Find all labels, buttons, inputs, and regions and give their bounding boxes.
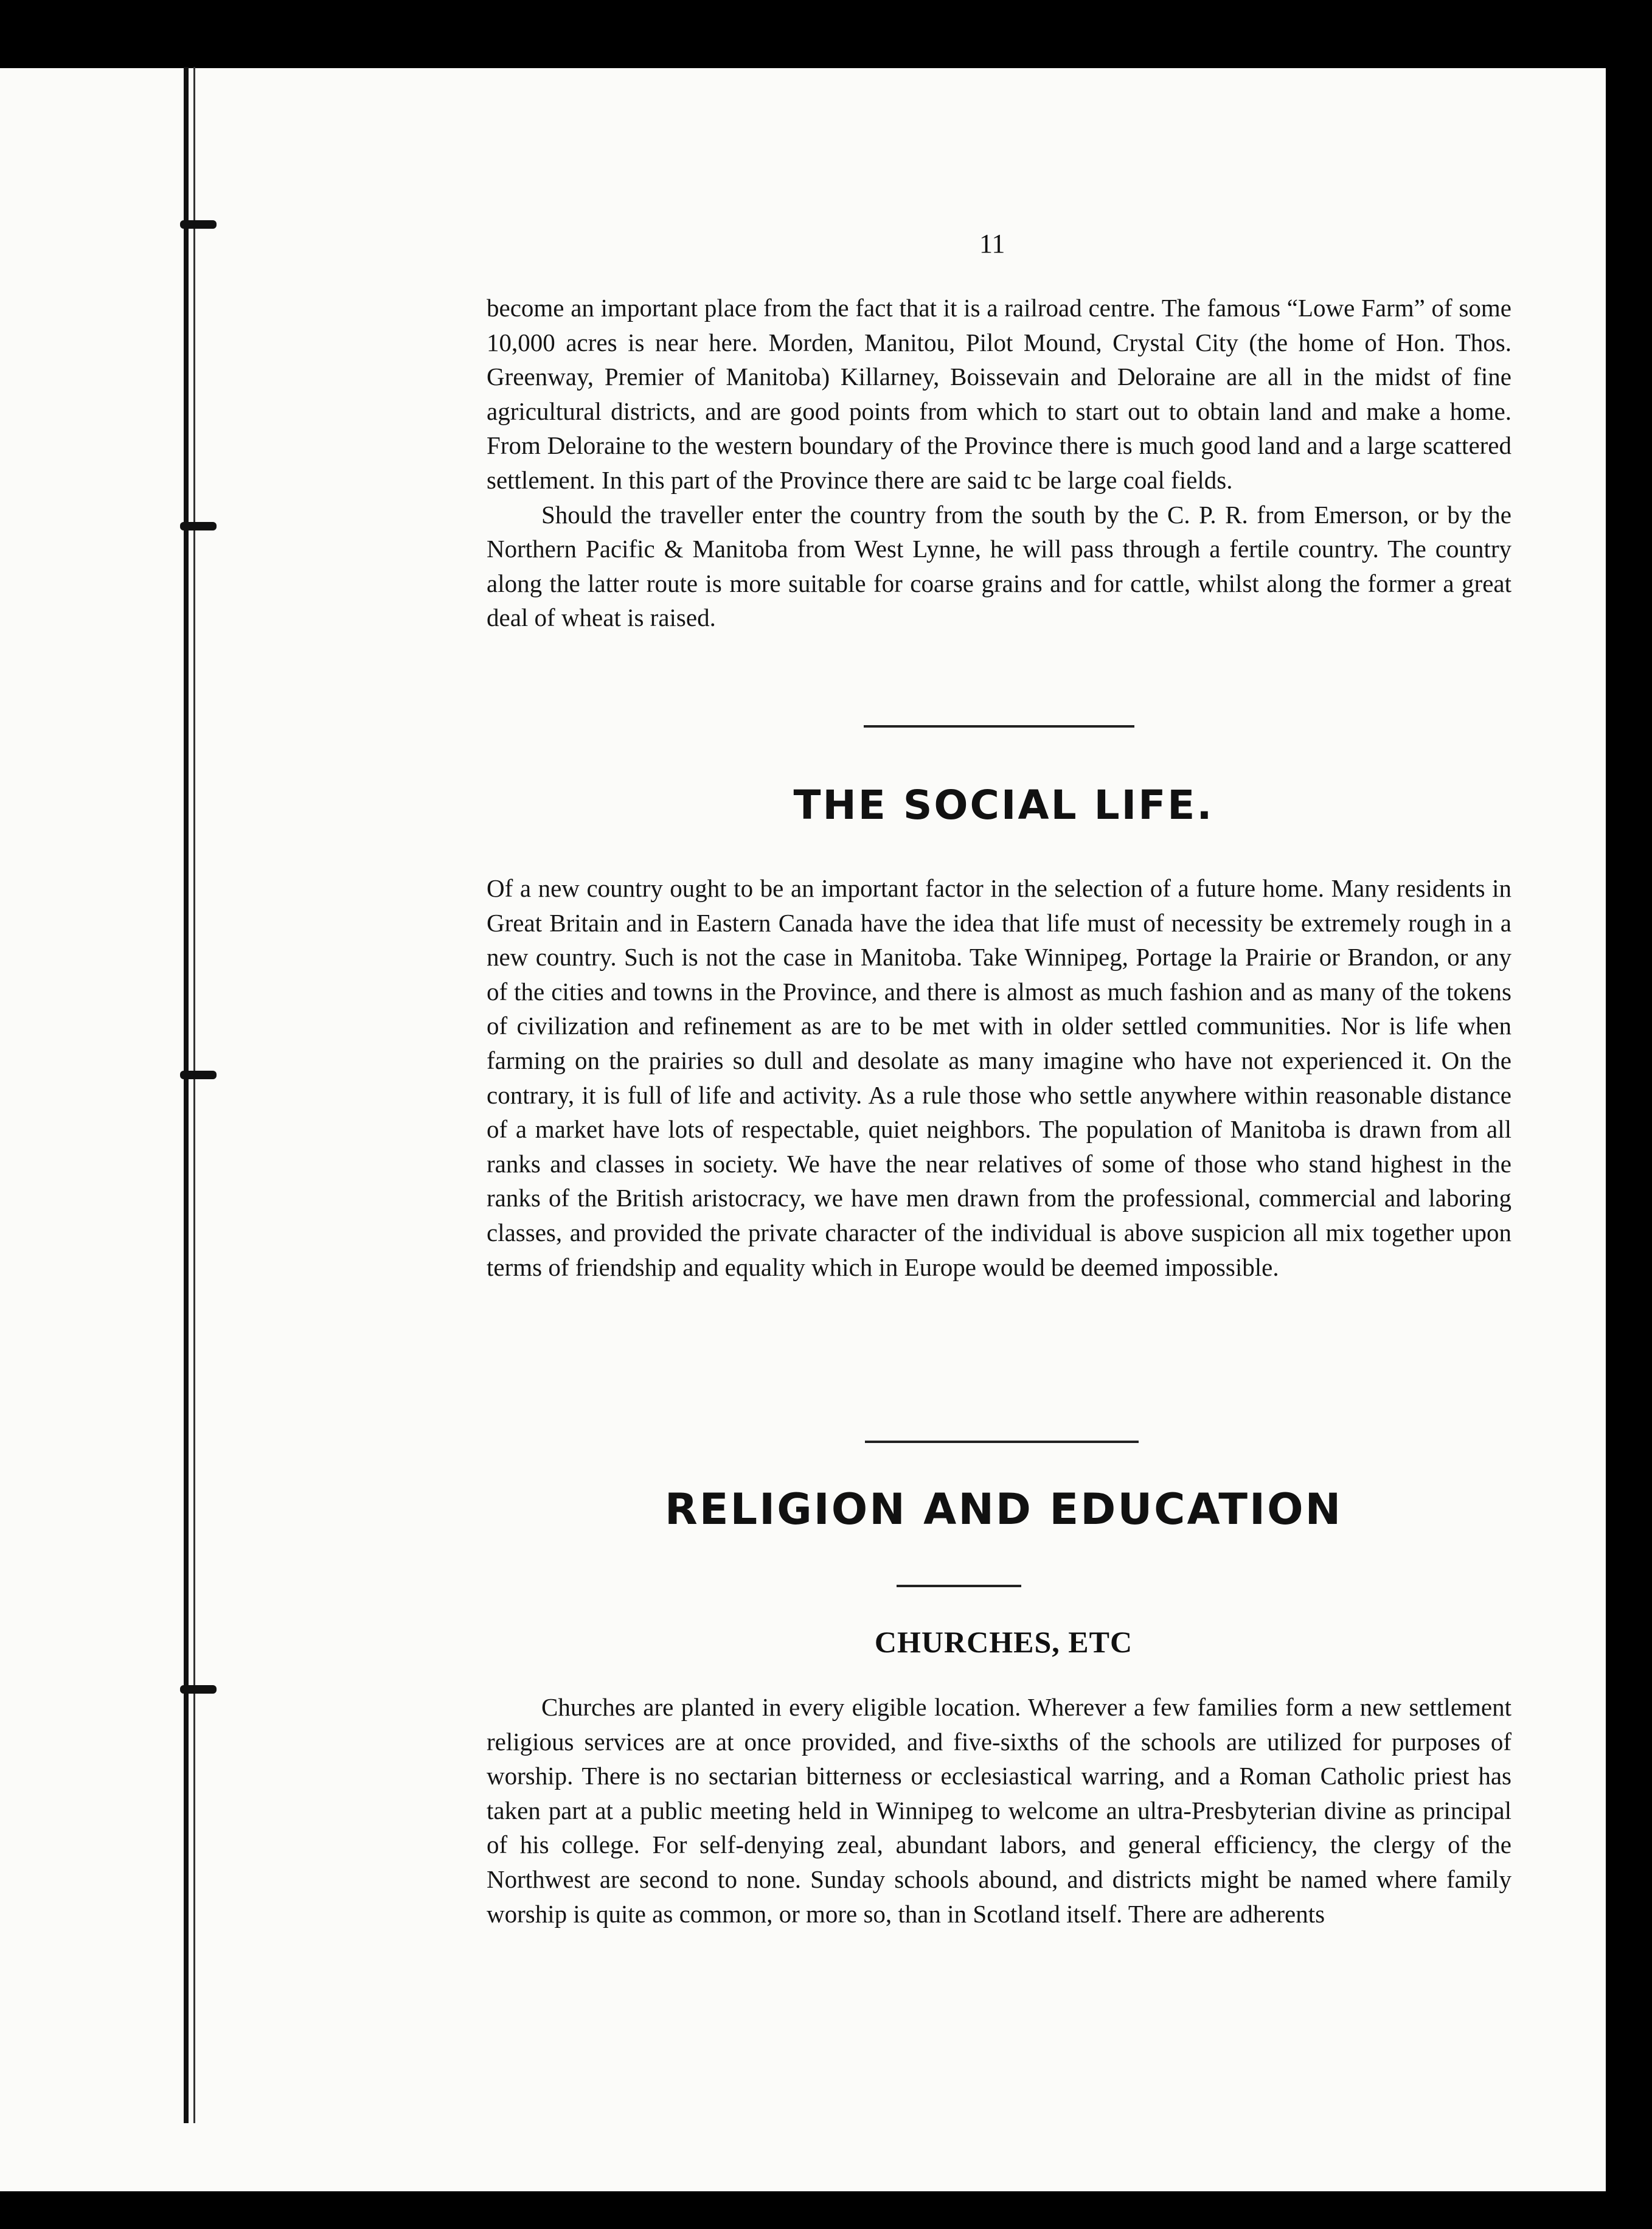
intro-paragraph: become an important place from the fact that it is a railroad centre. The famous “Lowe Farm” of some 10,000 acres is near here. Morden, Manitou, Pilot Mound, Crystal City (the home of Hon. Thos. Greenway, Premier of Manitoba) Killarney, Boissevain and Deloraine are all in the midst of fine agricultural districts, and are good points from which to start out to obtain land and make a home. From Deloraine to the western boundary of the Province there is much good land and a large scattered settlement. In this part of the Province there are said tc be large coal fields. [487,294,1511,494]
section-heading-religion-education: RELIGION AND EDUCATION [664,1484,1343,1534]
section-divider [864,725,1134,728]
binding-stitch [180,1685,217,1694]
binding-stitch [180,1071,217,1079]
section-heading-social-life: THE SOCIAL LIFE. [793,782,1214,829]
social-life-paragraph: Of a new country ought to be an important factor in the selection of a future home. Many residents in Great Britain and in Eastern Canada have the idea that life must of necessity be extremely rough in a new country. Such is not the case in Manitoba. Take Winnipeg, Portage la Prairie or Brandon, or any of the cities and towns in the Province, and there is almost as much fashion and as many of the tokens of civilization and refinement as are to be met with in older settled communities. Nor is life when farming on the prairies so dull and desolate as many imagine who have not experienced it. On the contrary, it is full of life and activity. As a rule those who settle anywhere within reasonable distance of a market have lots of respectable, quiet neighbors. The population of Manitoba is drawn from all ranks and classes in society. We have the near relatives of some of those who stand highest in the ranks of the British aristocracy, we have men drawn from the professional, commercial and laboring classes, and provided the private character of the individual is above suspicion all mix together upon terms of friendship and equality which in Europe would be deemed impossible. [487,874,1511,1281]
page-number: 11 [979,229,1005,259]
binding-stitch [180,522,217,530]
binding-edge [184,67,189,2123]
subsection-divider [897,1585,1021,1587]
subheading-churches: CHURCHES, ETC [874,1625,1133,1659]
section-divider [865,1441,1139,1443]
binding-stitch [180,220,217,229]
social-life-text [487,871,1511,1284]
intro-text [487,291,1511,635]
binding-edge-inner [193,67,195,2123]
intro-paragraph: Should the traveller enter the country from the south by the C. P. R. from Emerson, or by the Northern Pacific & Manitoba from West Lynne, he will pass through a fertile country. The country along the latter route is more suitable for coarse grains and for cattle, whilst along the former a great deal of wheat is raised. [487,500,1511,632]
religion-paragraph: Churches are planted in every eligible location. Wherever a few families form a new settlement religious services are at once provided, and five-sixths of the schools are utilized for purposes of worship. There is no sectarian bitterness or ecclesiastical warring, and a Roman Catholic priest has taken part at a public meeting held in Winnipeg to welcome an ultra-Presbyterian divine as principal of his college. For self-denying zeal, abundant labors, and general efficiency, the clergy of the Northwest are second to none. Sunday schools abound, and districts might be named where family worship is quite as common, or more so, than in Scotland itself. There are adherents [487,1693,1511,1928]
religion-text [487,1690,1511,1931]
